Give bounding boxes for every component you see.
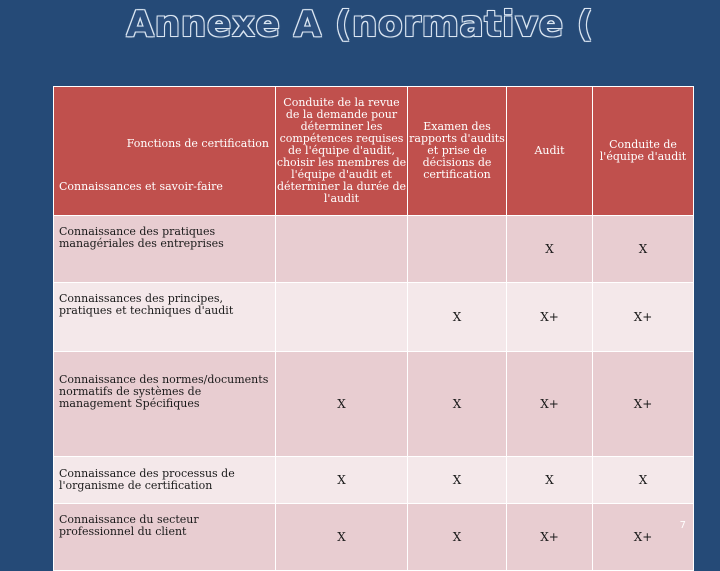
table-row xyxy=(54,216,694,283)
knowledge-label: Connaissances et savoir-faire xyxy=(59,180,223,193)
table-cell: X xyxy=(593,457,694,504)
table-cell xyxy=(276,216,408,283)
row-label: Connaissance des pratiques managériales des entreprises xyxy=(54,216,276,283)
row-label: Connaissance des normes/documents normatifs de systèmes de management Spécifiques xyxy=(54,352,276,457)
table-cell: X+ xyxy=(593,352,694,457)
table-cell: X xyxy=(408,504,507,571)
table-cell: X+ xyxy=(593,283,694,352)
table-row xyxy=(54,504,694,571)
table-row xyxy=(54,352,694,457)
table-cell: X xyxy=(408,457,507,504)
column-header-team-lead: Conduite de l'équipe d'audit xyxy=(593,87,694,216)
column-header-audit: Audit xyxy=(507,87,593,216)
table-cell: X xyxy=(276,504,408,571)
table-cell xyxy=(408,216,507,283)
slide-title: Annexe A (normative ( xyxy=(126,4,594,45)
table-cell: X+ xyxy=(507,504,593,571)
column-header-review: Conduite de la revue de la demande pour déterminer les compétences requises de l'équipe d'audit, choisir les membres de l'équipe d'audit et déterminer la durée de l'audit xyxy=(276,87,408,216)
table-cell: X+ xyxy=(593,504,694,571)
table-cell: X+ xyxy=(507,352,593,457)
row-label: Connaissances des principes, pratiques et techniques d'audit xyxy=(54,283,276,352)
column-header-examination: Examen des rapports d'audits et prise de décisions de certification xyxy=(408,87,507,216)
competence-table xyxy=(53,86,694,571)
row-label: Connaissance du secteur professionnel du client xyxy=(54,504,276,571)
table-cell: X xyxy=(408,352,507,457)
functions-label: Fonctions de certification xyxy=(126,137,269,150)
table-cell: X xyxy=(276,352,408,457)
header-row xyxy=(54,87,694,216)
corner-header-cell xyxy=(54,87,276,216)
table-cell: X xyxy=(276,457,408,504)
table-row xyxy=(54,457,694,504)
table-cell: X xyxy=(507,457,593,504)
table-cell: X+ xyxy=(507,283,593,352)
page-number: 7 xyxy=(679,520,686,531)
table-cell: X xyxy=(593,216,694,283)
row-label: Connaissance des processus de l'organisme de certification xyxy=(54,457,276,504)
table-cell: X xyxy=(408,283,507,352)
table-cell xyxy=(276,283,408,352)
table-cell: X xyxy=(507,216,593,283)
table-row xyxy=(54,283,694,352)
